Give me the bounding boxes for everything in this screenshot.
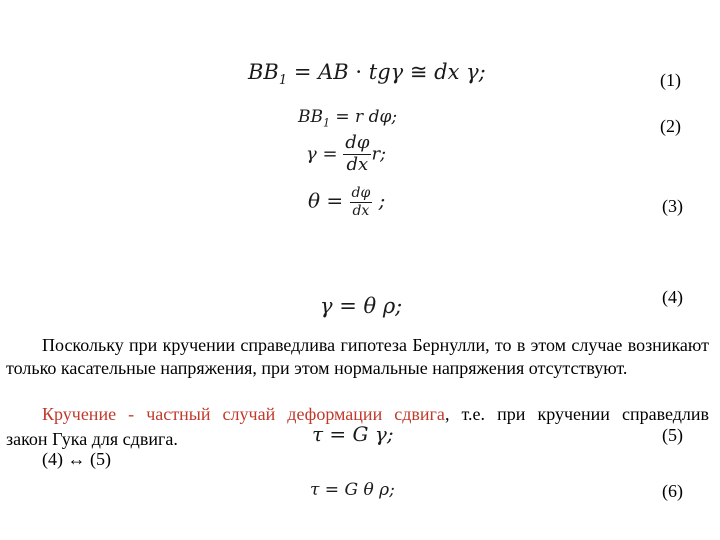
paragraph-shear-line-1: Кручение - частный случай деформации сдвига, т.е. при кручении справедлив xyxy=(42,404,710,424)
equation-4: γ = θ ρ; xyxy=(320,294,403,318)
equation-3a: γ = $\frac{d\varphi}{dx}$ r; xyxy=(306,132,387,175)
fraction-dphi-dx: $\frac{d\varphi}{dx}$ xyxy=(345,132,370,175)
equation-2-number: (2) xyxy=(660,116,681,136)
equation-6: τ = G θ ρ; xyxy=(310,480,395,500)
paragraph-shear-line-2: закон Гука для сдвига. xyxy=(6,429,178,449)
equation-relation: (4) ↔ (5) xyxy=(42,449,111,469)
equation-2: $BB_1 = r$ dφ; xyxy=(298,107,398,130)
equation-5: τ = G γ; xyxy=(312,422,394,446)
equation-4-number: (4) xyxy=(662,287,683,307)
equation-1: $BB_1$ = AB · tgγ ≅ dx γ; xyxy=(248,60,486,89)
equation-1-number: (1) xyxy=(660,70,681,90)
fraction-dphi-dx-2: $\frac{d\varphi}{dx}$ xyxy=(351,185,371,219)
equation-6-number: (6) xyxy=(662,481,683,501)
equation-3b: θ = $\frac{d\varphi}{dx}$ ; xyxy=(308,185,386,219)
highlighted-text-shear: Кручение - частный случай деформации сдвига xyxy=(42,404,445,424)
equation-3-number: (3) xyxy=(662,196,683,216)
paragraph-torsion-hypothesis: Поскольку при кручении справедлива гипотеза Бернулли, то в этом случае возникают только касательные напряжения, при этом нормальные напряжения отсутствуют. xyxy=(6,335,709,378)
equation-5-number: (5) xyxy=(662,425,683,445)
